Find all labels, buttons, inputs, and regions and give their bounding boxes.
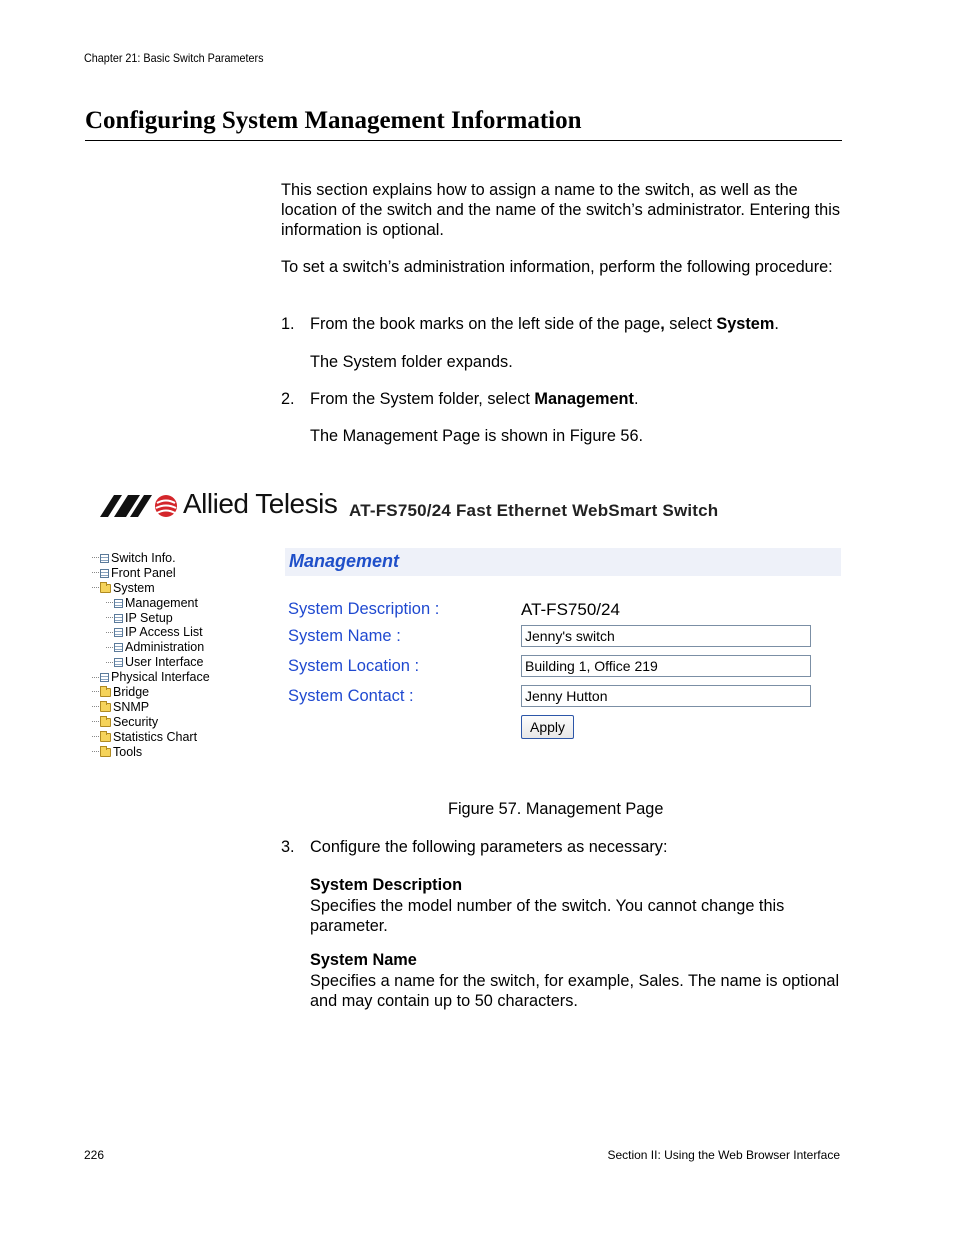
system-location-label: System Location : [288, 657, 420, 675]
folder-icon [100, 703, 111, 712]
tree-item-switch-info[interactable]: Switch Info. [92, 551, 210, 566]
apply-button[interactable]: Apply [521, 715, 574, 739]
allied-telesis-logo-icon [100, 493, 180, 519]
tree-item-system[interactable]: System [92, 581, 210, 596]
system-description-value: AT-FS750/24 [521, 600, 620, 619]
intro-paragraph: This section explains how to assign a name to the switch, as well as the location of the switch and the name of the switch’s administrator. Entering this information is optional. [281, 181, 840, 239]
system-location-field[interactable]: Building 1, Office 219 [521, 655, 811, 677]
step-1-result: The System folder expands. [310, 353, 513, 371]
tree-item-user-interface[interactable]: User Interface [92, 655, 210, 670]
tree-item-physical-interface[interactable]: Physical Interface [92, 670, 210, 685]
system-contact-label: System Contact : [288, 687, 414, 705]
running-head: Chapter 21: Basic Switch Parameters [84, 51, 264, 65]
system-name-label: System Name : [288, 627, 401, 645]
tree-item-front-panel[interactable]: Front Panel [92, 566, 210, 581]
procedure-intro-paragraph: To set a switch’s administration information, perform the following procedure: [281, 258, 833, 276]
panel-title: Management [289, 551, 400, 571]
page-number: 226 [84, 1148, 105, 1162]
tree-item-administration[interactable]: Administration [92, 640, 210, 655]
step-2-text: From the System folder, select Management. [310, 390, 639, 408]
step-3-text: Configure the following parameters as necessary: [310, 838, 668, 856]
title-rule [85, 140, 842, 141]
step-1-text: From the book marks on the left side of the page, select System. [310, 315, 779, 333]
param-name-text: Specifies a name for the switch, for example, Sales. The name is optional and may contain up to 50 characters. [310, 972, 840, 1010]
page-icon [114, 628, 123, 637]
section-title: Configuring System Management Information [85, 107, 582, 134]
brand-name: Allied Telesis [183, 488, 338, 519]
folder-icon [100, 688, 111, 697]
system-contact-field[interactable]: Jenny Hutton [521, 685, 811, 707]
step-1-number: 1. [281, 315, 295, 333]
system-description-label: System Description : [288, 600, 440, 618]
param-description-text: Specifies the model number of the switch. You cannot change this parameter. [310, 897, 785, 935]
page-icon [114, 599, 123, 608]
tree-item-statistics-chart[interactable]: Statistics Chart [92, 730, 210, 745]
system-name-field[interactable]: Jenny's switch [521, 625, 811, 647]
tree-item-security[interactable]: Security [92, 715, 210, 730]
folder-icon [100, 748, 111, 757]
page-icon [114, 643, 123, 652]
page-icon [100, 569, 109, 578]
figure-caption: Figure 57. Management Page [448, 800, 664, 818]
step-2-result: The Management Page is shown in Figure 56. [310, 427, 644, 445]
nav-tree [92, 551, 210, 759]
tree-item-ip-access-list[interactable]: IP Access List [92, 625, 210, 640]
page-icon [114, 614, 123, 623]
tree-item-bridge[interactable]: Bridge [92, 685, 210, 700]
step-3-number: 3. [281, 838, 295, 856]
page-icon [114, 658, 123, 667]
tree-item-snmp[interactable]: SNMP [92, 700, 210, 715]
param-name-heading: System Name [310, 951, 417, 969]
step-2-number: 2. [281, 390, 295, 408]
page-icon [100, 673, 109, 682]
product-title: AT-FS750/24 Fast Ethernet WebSmart Switch [349, 501, 719, 520]
footer-section: Section II: Using the Web Browser Interface [607, 1148, 840, 1162]
folder-icon [100, 733, 111, 742]
tree-item-management[interactable]: Management [92, 596, 210, 611]
page-icon [100, 554, 109, 563]
tree-item-ip-setup[interactable]: IP Setup [92, 611, 210, 626]
tree-item-tools[interactable]: Tools [92, 745, 210, 760]
folder-open-icon [100, 584, 111, 593]
folder-icon [100, 718, 111, 727]
param-description-heading: System Description [310, 876, 463, 894]
